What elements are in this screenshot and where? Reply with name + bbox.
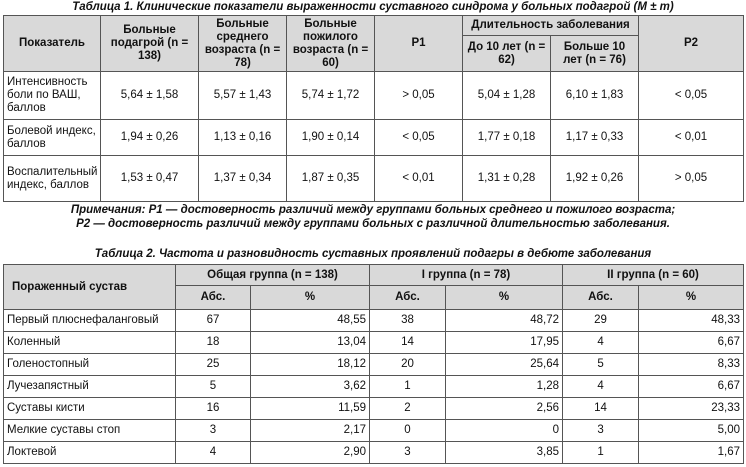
row-label: Коленный	[4, 332, 176, 354]
row-label: Мелкие суставы стоп	[4, 420, 176, 442]
cell: 23,33	[639, 398, 744, 420]
cell: 1	[563, 442, 639, 464]
cell: 3	[370, 442, 446, 464]
cell: 5	[176, 376, 251, 398]
table-row	[4, 376, 744, 398]
header-elderly: Больные пожилого возраста (n = 60)	[287, 16, 375, 72]
cell: 6,67	[639, 376, 744, 398]
cell: 67	[176, 310, 251, 332]
cell: 1	[370, 376, 446, 398]
header-p2: P2	[639, 16, 744, 72]
cell: 6,10 ± 1,83	[551, 72, 639, 120]
row-label: Лучезапястный	[4, 376, 176, 398]
cell: 5,74 ± 1,72	[287, 72, 375, 120]
cell: 16	[176, 398, 251, 420]
table-row	[4, 332, 744, 354]
table1-notes	[0, 203, 746, 231]
row-label: Голеностопный	[4, 354, 176, 376]
header-abs: Абс.	[370, 286, 446, 310]
cell: 1,28	[446, 376, 563, 398]
header-total-group: Общая группа (n = 138)	[176, 265, 370, 286]
header-abs: Абс.	[563, 286, 639, 310]
header-p1: P1	[375, 16, 463, 72]
row-label: Суставы кисти	[4, 398, 176, 420]
cell: 25,64	[446, 354, 563, 376]
cell: 5,04 ± 1,28	[463, 72, 551, 120]
note-p1: Примечания: P1 — достоверность различий между группами больных среднего и пожилого возраста;	[70, 204, 676, 216]
header-group-2: II группа (n = 60)	[563, 265, 744, 286]
table-row	[4, 398, 744, 420]
cell: 2,90	[251, 442, 370, 464]
cell: < 0,05	[639, 72, 744, 120]
cell: 3	[176, 420, 251, 442]
cell: 18	[176, 332, 251, 354]
cell: > 0,05	[375, 72, 463, 120]
header-pct: %	[446, 286, 563, 310]
header-over-10: Больше 10 лет (n = 76)	[551, 36, 639, 72]
row-label: Локтевой	[4, 442, 176, 464]
row-label: Интенсивность боли по ВАШ, баллов	[4, 72, 101, 120]
table2	[3, 264, 744, 464]
row-label: Болевой индекс, баллов	[4, 120, 101, 156]
cell: 48,55	[251, 310, 370, 332]
table-row	[4, 310, 744, 332]
header-gout: Больные подагрой (n = 138)	[101, 16, 199, 72]
header-pct: %	[251, 286, 370, 310]
cell: 48,72	[446, 310, 563, 332]
row-label: Воспалительный индекс, баллов	[4, 156, 101, 202]
cell: 2,56	[446, 398, 563, 420]
cell: 3	[563, 420, 639, 442]
table-row	[4, 156, 744, 202]
cell: 18,12	[251, 354, 370, 376]
cell: 38	[370, 310, 446, 332]
table-row	[4, 442, 744, 464]
cell: 3,85	[446, 442, 563, 464]
cell: 20	[370, 354, 446, 376]
table-row	[4, 72, 744, 120]
cell: 0	[446, 420, 563, 442]
cell: 5,57 ± 1,43	[199, 72, 287, 120]
cell: 1,13 ± 0,16	[199, 120, 287, 156]
cell: 1,17 ± 0,33	[551, 120, 639, 156]
table2-caption: Таблица 2. Частота и разновидность суставных проявлений подагры в дебюте заболевания	[94, 248, 652, 260]
header-under-10: До 10 лет (n = 62)	[463, 36, 551, 72]
header-abs: Абс.	[176, 286, 251, 310]
cell: 8,33	[639, 354, 744, 376]
cell: 5,64 ± 1,58	[101, 72, 199, 120]
cell: 0	[370, 420, 446, 442]
cell: > 0,05	[639, 156, 744, 202]
cell: 3,62	[251, 376, 370, 398]
cell: 1,53 ± 0,47	[101, 156, 199, 202]
table-row	[4, 420, 744, 442]
header-pct: %	[639, 286, 744, 310]
cell: 1,92 ± 0,26	[551, 156, 639, 202]
table1	[3, 15, 744, 202]
cell: < 0,01	[639, 120, 744, 156]
header-joint: Пораженный сустав	[4, 265, 176, 310]
cell: 4	[563, 376, 639, 398]
header-middle-age: Больные среднего возраста (n = 78)	[199, 16, 287, 72]
table-row	[4, 354, 744, 376]
cell: 1,77 ± 0,18	[463, 120, 551, 156]
cell: 2	[370, 398, 446, 420]
cell: 14	[563, 398, 639, 420]
cell: 13,04	[251, 332, 370, 354]
table1-caption: Таблица 1. Клинические показатели выраженности суставного синдрома у больных подагрой (M ± m)	[72, 1, 674, 13]
cell: 2,17	[251, 420, 370, 442]
cell: < 0,01	[375, 156, 463, 202]
header-duration: Длительность заболевания	[463, 16, 639, 36]
cell: 1,31 ± 0,28	[463, 156, 551, 202]
cell: 1,94 ± 0,26	[101, 120, 199, 156]
cell: 4	[563, 332, 639, 354]
cell: 17,95	[446, 332, 563, 354]
cell: 1,37 ± 0,34	[199, 156, 287, 202]
cell: 5,00	[639, 420, 744, 442]
cell: 11,59	[251, 398, 370, 420]
cell: 6,67	[639, 332, 744, 354]
cell: 1,87 ± 0,35	[287, 156, 375, 202]
cell: 1,90 ± 0,14	[287, 120, 375, 156]
cell: 4	[176, 442, 251, 464]
note-p2: P2 — достоверность различий между группами больных с различной длительностью заболевания.	[76, 218, 670, 230]
cell: 25	[176, 354, 251, 376]
header-group-1: I группа (n = 78)	[370, 265, 563, 286]
table-row	[4, 120, 744, 156]
header-indicator: Показатель	[4, 16, 101, 72]
row-label: Первый плюснефаланговый	[4, 310, 176, 332]
cell: 29	[563, 310, 639, 332]
cell: 1,67	[639, 442, 744, 464]
cell: < 0,05	[375, 120, 463, 156]
cell: 14	[370, 332, 446, 354]
cell: 5	[563, 354, 639, 376]
cell: 48,33	[639, 310, 744, 332]
